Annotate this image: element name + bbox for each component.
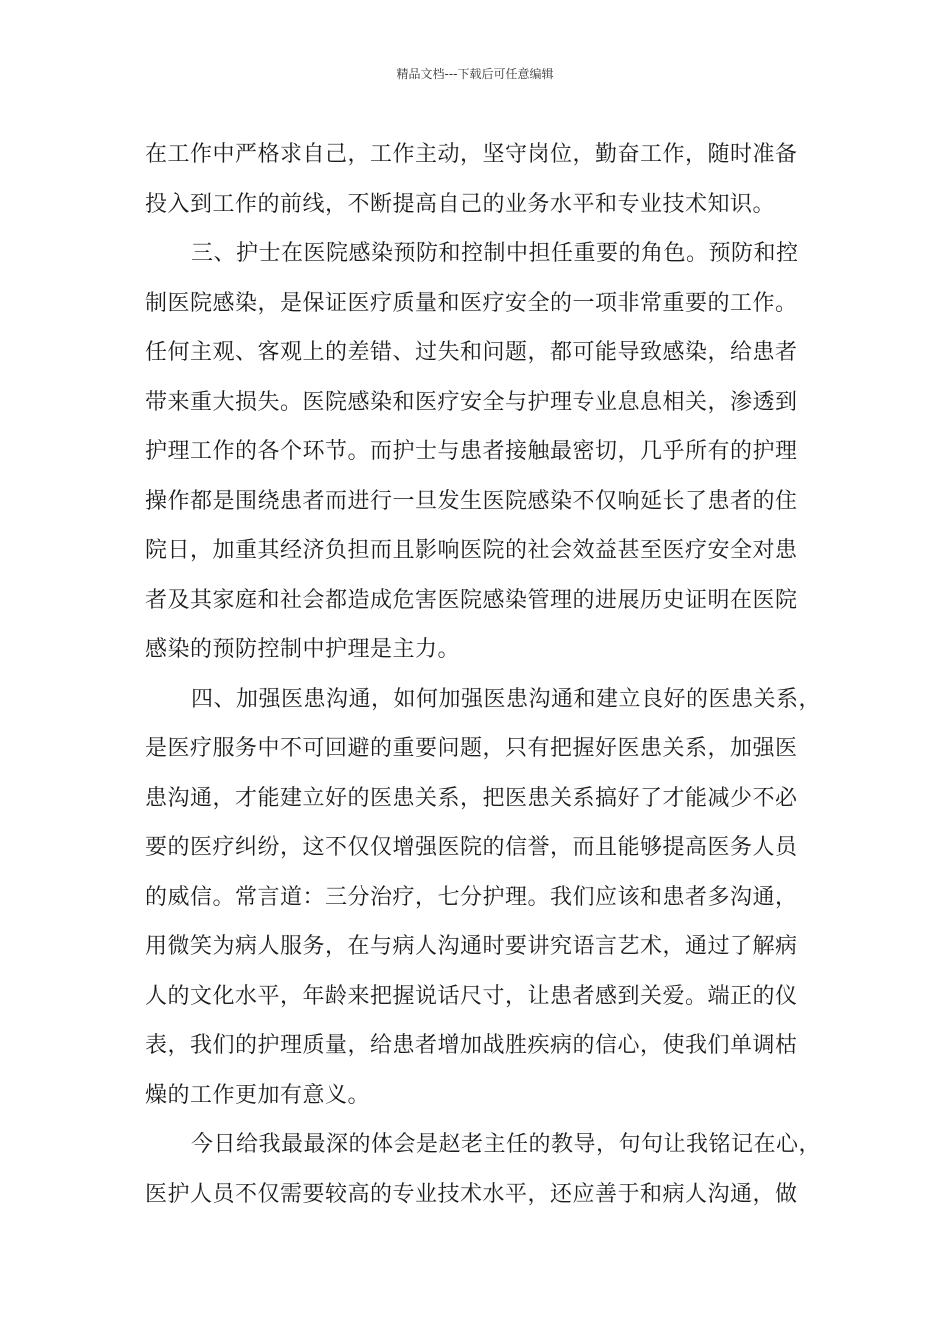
text-line: 感染的预防控制中护理是主力。 [145, 637, 461, 662]
text-line: 是医疗服务中不可回避的重要问题，只有把握好医患关系，加强医 [145, 736, 798, 761]
text-line: 医护人员不仅需要较高的专业技术水平，还应善于和病人沟通，做 [145, 1181, 798, 1207]
text-line: 表，我们的护理质量，给患者增加战胜疾病的信心，使我们单调枯 [145, 1033, 798, 1058]
text-line: 操作都是围绕患者而进行一旦发生医院感染不仅响延长了患者的住 [145, 488, 798, 514]
text-line: 带来重大损失。医院感染和医疗安全与护理专业息息相关，渗透到 [145, 389, 798, 415]
text-line: 要的医疗纠纷，这不仅仅增强医院的信誉，而且能够提高医务人员 [145, 835, 798, 860]
text-line: 者及其家庭和社会都造成危害医院感染管理的进展历史证明在医院 [145, 587, 798, 613]
text-line: 三、护士在医院感染预防和控制中担任重要的角色。预防和控 [191, 241, 799, 266]
page-header: 精品文档---下载后可任意编辑 [396, 67, 554, 81]
text-line: 制医院感染，是保证医疗质量和医疗安全的一项非常重要的工作。 [145, 290, 798, 316]
text-line: 患沟通，才能建立好的医患关系，把医患关系搞好了才能减少不必 [145, 785, 798, 811]
text-line: 用微笑为病人服务，在与病人沟通时要讲究语言艺术，通过了解病 [145, 934, 798, 959]
text-line: 四、加强医患沟通，如何加强医患沟通和建立良好的医患关系， [191, 686, 822, 712]
text-line: 任何主观、客观上的差错、过失和问题，都可能导致感染，给患者 [145, 340, 798, 365]
text-line: 投入到工作的前线，不断提高自己的业务水平和专业技术知识。 [145, 191, 776, 217]
text-line: 人的文化水平，年龄来把握说话尺寸，让患者感到关爱。端正的仪 [145, 983, 798, 1009]
text-line: 今日给我最最深的体会是赵老主任的教导，句句让我铭记在心， [191, 1132, 822, 1157]
text-line: 护理工作的各个环节。而护士与患者接触最密切，几乎所有的护理 [145, 439, 798, 464]
document-body [145, 130, 822, 1219]
text-line: 燥的工作更加有意义。 [145, 1082, 371, 1108]
text-line: 的威信。常言道：三分治疗，七分护理。我们应该和患者多沟通， [145, 884, 798, 910]
text-line: 院日，加重其经济负担而且影响医院的社会效益甚至医疗安全对患 [145, 538, 798, 563]
text-line: 在工作中严格求自己，工作主动，坚守岗位，勤奋工作，随时准备 [145, 142, 798, 167]
